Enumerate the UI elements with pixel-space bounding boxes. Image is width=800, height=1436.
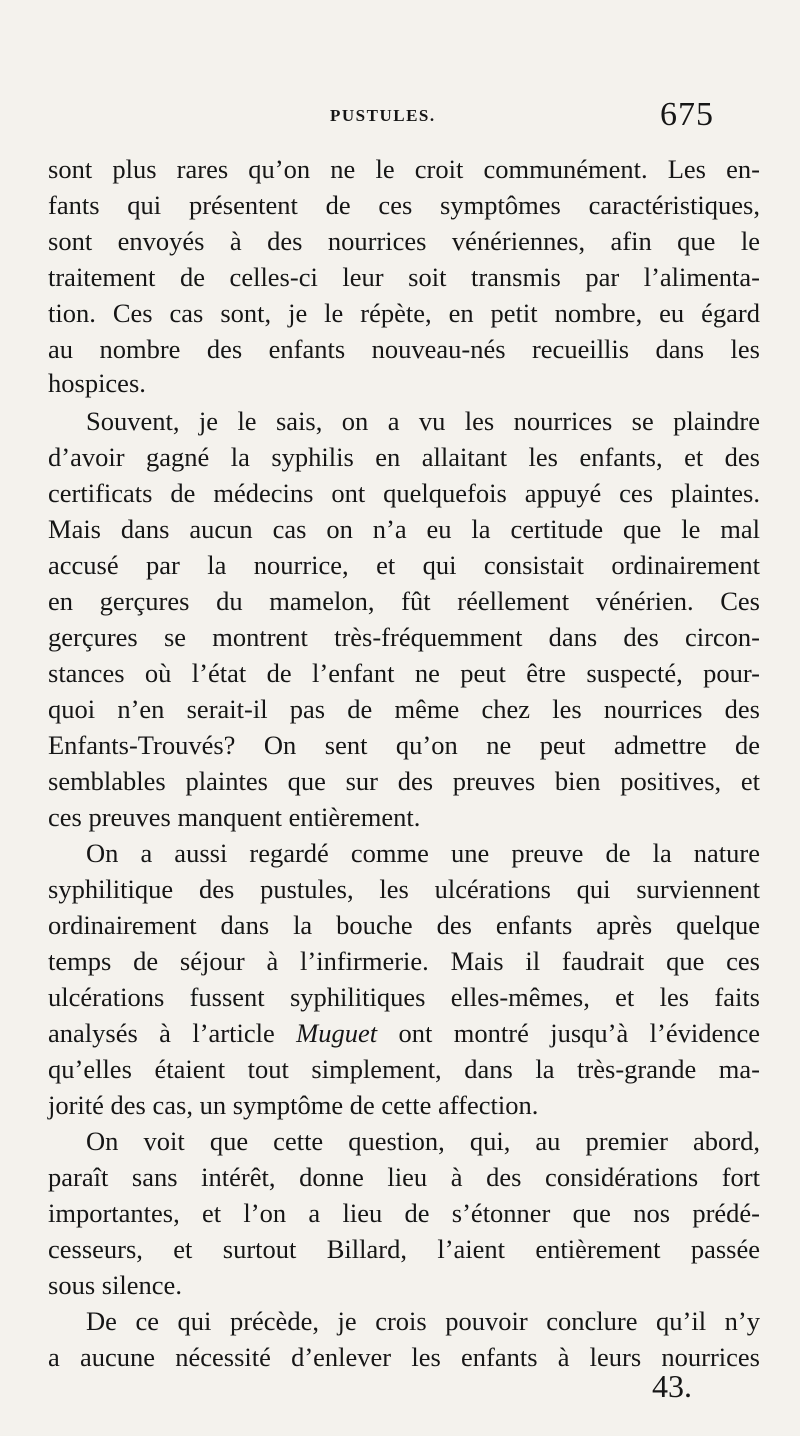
text-line: importantes, et l’on a lieu de s’étonner que nos prédé-	[48, 1198, 760, 1228]
text-line: ordinairement dans la bouche des enfants après quelque	[48, 910, 760, 940]
running-title: PUSTULES.	[330, 106, 436, 125]
text-line: certificats de médecins ont quelquefois appuyé ces plaintes.	[48, 478, 760, 508]
text-line: au nombre des enfants nouveau-nés recueillis dans les	[48, 334, 760, 364]
text-line: Enfants-Trouvés? On sent qu’on ne peut admettre de	[48, 730, 760, 760]
text-line: On a aussi regardé comme une preuve de la nature	[86, 838, 760, 868]
text-line: hospices.	[48, 368, 146, 398]
text-line: ces preuves manquent entièrement.	[48, 802, 421, 832]
text-line: gerçures se montrent très-fréquemment dans des circon-	[48, 622, 760, 652]
page-number: 675	[660, 96, 714, 133]
text-line: cesseurs, et surtout Billard, l’aient entièrement passée	[48, 1234, 760, 1264]
text-line: jorité des cas, un symptôme de cette affection.	[48, 1090, 539, 1120]
text-line: quoi n’en serait-il pas de même chez les nourrices des	[48, 694, 760, 724]
text-line: De ce qui précède, je crois pouvoir conclure qu’il n’y	[86, 1306, 760, 1336]
article-reference: Muguet	[296, 1018, 378, 1048]
text-line: tion. Ces cas sont, je le répète, en petit nombre, eu égard	[48, 298, 760, 328]
text-line: On voit que cette question, qui, au premier abord,	[86, 1126, 760, 1156]
text-line: sont plus rares qu’on ne le croit communément. Les en-	[48, 154, 760, 184]
text-line: d’avoir gagné la syphilis en allaitant les enfants, et des	[48, 442, 760, 472]
text-line: syphilitique des pustules, les ulcérations qui surviennent	[48, 874, 760, 904]
text-line	[48, 1016, 760, 1050]
text-segment: analysés à l’article	[48, 1018, 275, 1048]
text-line: fants qui présentent de ces symptômes caractéristiques,	[48, 190, 760, 220]
text-line: stances où l’état de l’enfant ne peut être suspecté, pour-	[48, 658, 760, 688]
text-line: qu’elles étaient tout simplement, dans la très-grande ma-	[48, 1054, 760, 1084]
text-segment: ont montré jusqu’à l’évidence	[398, 1018, 760, 1048]
text-line: paraît sans intérêt, donne lieu à des considérations fort	[48, 1162, 760, 1192]
text-line: accusé par la nourrice, et qui consistait ordinairement	[48, 550, 760, 580]
text-line: traitement de celles-ci leur soit transmis par l’alimenta-	[48, 262, 760, 292]
text-line: Mais dans aucun cas on n’a eu la certitude que le mal	[48, 514, 760, 544]
text-line: en gerçures du mamelon, fût réellement vénérien. Ces	[48, 586, 760, 616]
signature-mark: 43.	[652, 1368, 692, 1404]
text-line: sous silence.	[48, 1270, 182, 1300]
text-line: a aucune nécessité d’enlever les enfants à leurs nourrices	[48, 1342, 760, 1372]
text-line: semblables plaintes que sur des preuves bien positives, et	[48, 766, 760, 796]
text-line: Souvent, je le sais, on a vu les nourrices se plaindre	[86, 406, 760, 436]
text-line: temps de séjour à l’infirmerie. Mais il faudrait que ces	[48, 946, 760, 976]
text-line: sont envoyés à des nourrices vénériennes, afin que le	[48, 226, 760, 256]
text-line: ulcérations fussent syphilitiques elles-mêmes, et les faits	[48, 982, 760, 1012]
